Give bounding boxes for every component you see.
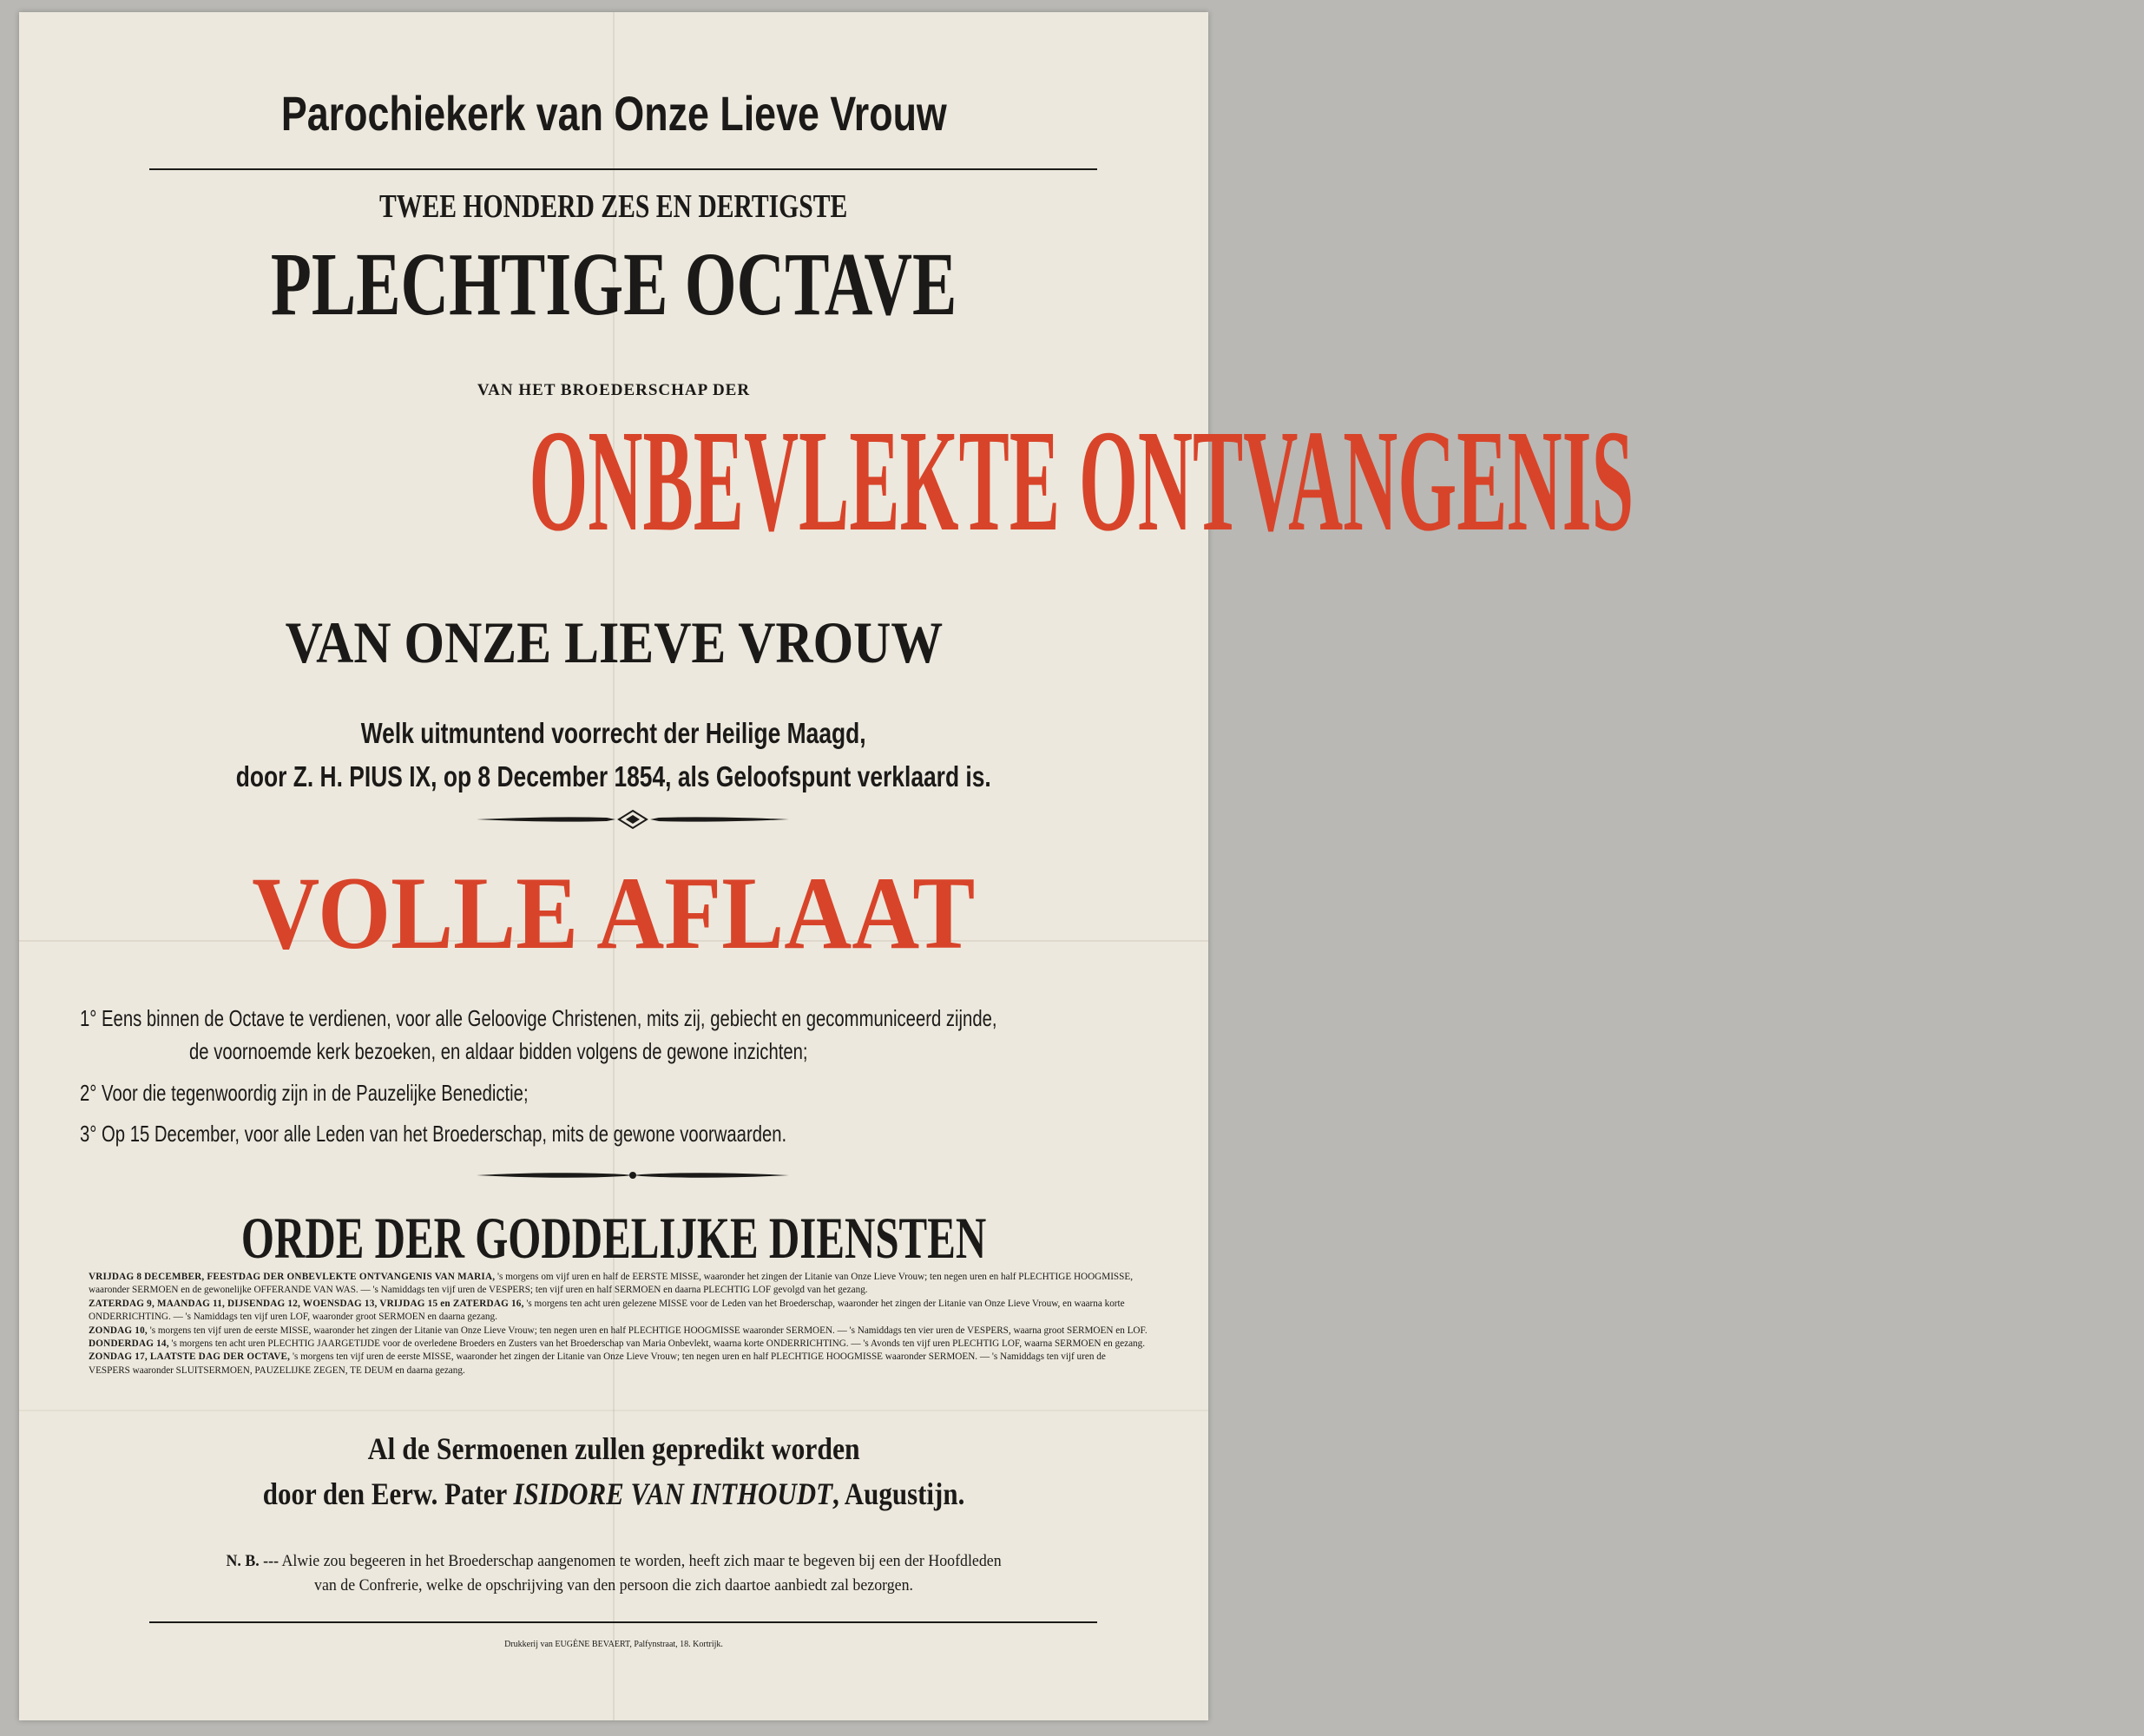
- description-row-2: [19, 760, 1208, 793]
- schedule-day: ZONDAG 10,: [89, 1325, 148, 1336]
- indulgence-item-2: [80, 1078, 1165, 1108]
- feast-row: [19, 400, 1634, 562]
- preacher-line-2-suffix: , Augustijn.: [832, 1476, 965, 1511]
- preacher-row-2: [19, 1476, 1208, 1512]
- schedule-entry: [89, 1351, 1148, 1378]
- description-row-1: [19, 717, 1208, 750]
- schedule-text: 's morgens ten acht uren PLECHTIG JAARGETIJDE voor de overledene Broeders en Zusters van het Broederschap van Maria Onbevlekt, waarna korte ONDERRICHTING. — 's Avonds ten vijf uren PLECHTIG LOF, waarna SERMOEN en gezang.: [171, 1338, 1146, 1350]
- schedule-day: ZONDAG 17, LAATSTE DAG DER OCTAVE,: [89, 1351, 291, 1363]
- indulgence-item-3-number: 3°: [80, 1121, 97, 1147]
- church-name: Parochiekerk van Onze Lieve Vrouw: [280, 86, 947, 141]
- indulgence-title-row: [19, 855, 1208, 970]
- note-line-2: van de Confrerie, welke de opschrijving van den persoon die zich daartoe aanbiedt zal bezorgen.: [314, 1576, 913, 1595]
- fold-line-lower: [19, 1410, 1208, 1411]
- brotherhood-row: [19, 381, 1208, 400]
- description-line-2: door Z. H. PIUS IX, op 8 December 1854, als Geloofspunt verklaard is.: [235, 760, 992, 792]
- indulgence-item-1-continuation-row: [189, 1036, 1274, 1066]
- preacher-line-1: Al de Sermoenen zullen gepredikt worden: [367, 1431, 860, 1466]
- indulgence-item-2-number: 2°: [80, 1080, 97, 1106]
- preacher-name: ISIDORE VAN INTHOUDT: [513, 1476, 832, 1511]
- schedule-text: 's morgens ten vijf uren de eerste MISSE, waaronder het zingen der Litanie van Onze Lieve Vrouw; ten negen uren en half PLECHTIGE HOOGMISSE waaronder SERMOEN. — 's Namiddags ten vier uren de VESPERS, waarna groot SERMOEN en LOF.: [149, 1325, 1148, 1336]
- footer-rule: [149, 1621, 1097, 1623]
- schedule-day: VRIJDAG 8 DECEMBER, FEESTDAG DER ONBEVLEKTE ONTVANGENIS VAN MARIA,: [89, 1272, 496, 1282]
- note-row-1: [71, 1552, 1156, 1571]
- indulgence-item-1-text: Eens binnen de Octave te verdienen, voor alle Geloovige Christenen, mits zij, gebiecht en gecommuniceerd zijnde,: [102, 1005, 997, 1031]
- subject-title: VAN ONZE LIEVE VROUW: [285, 609, 943, 675]
- feast-title: ONBEVLEKTE ONTVANGENIS: [529, 400, 1634, 562]
- preacher-row-1: [19, 1430, 1208, 1467]
- services-title-row: [19, 1205, 1208, 1271]
- indulgence-item-1: [80, 1003, 1165, 1033]
- description-line-1: Welk uitmuntend voorrecht der Heilige Maagd,: [361, 717, 866, 749]
- schedule-text: 's morgens om vijf uren en half de EERSTE MISSE, waaronder het zingen der Litanie van Onze Lieve Vrouw; ten negen uren en half PLECHTIGE HOOGMISSE, waaronder SERMOEN en de gewonelijke OFFERANDE VAN WAS. — 's Namiddags ten vijf uren de VESPERS; ten vijf uren en half SERMOEN en daarna PLECHTIG LOF gevolgd van het gezang.: [89, 1272, 1134, 1296]
- ordinal-row: [19, 187, 1208, 226]
- preacher-line-2-prefix: door den Eerw. Pater: [262, 1476, 507, 1511]
- indulgence-item-3-text: Op 15 December, voor alle Leden van het Broederschap, mits de gewone voorwaarden.: [102, 1121, 787, 1147]
- printer-row: [19, 1635, 1208, 1651]
- schedule-entry: [89, 1325, 1148, 1338]
- title-row: [19, 234, 1208, 334]
- note-line-1: Alwie zou begeeren in het Broederschap aangenomen te worden, heeft zich maar te begeven bij een der Hoofdleden: [281, 1552, 1002, 1570]
- note-label: N. B. ---: [226, 1552, 279, 1570]
- services-schedule: [89, 1271, 1148, 1378]
- ornament-divider-middle: [477, 1165, 789, 1186]
- indulgence-item-2-text: Voor die tegenwoordig zijn in de Pauzelijke Benedictie;: [102, 1080, 529, 1106]
- schedule-entry: [89, 1338, 1148, 1351]
- church-name-row: [19, 85, 1208, 141]
- schedule-entry: [89, 1271, 1148, 1298]
- brotherhood-line: VAN HET BROEDERSCHAP DER: [477, 381, 751, 399]
- schedule-day: DONDERDAG 14,: [89, 1338, 169, 1350]
- ordinal-line: TWEE HONDERD ZES EN DERTIGSTE: [379, 188, 848, 225]
- subject-row: [19, 609, 1208, 675]
- printer-imprint: Drukkerij van EUGÈNE BEVAERT, Palfynstraat, 18. Kortrijk.: [504, 1640, 723, 1649]
- octave-title: PLECHTIGE OCTAVE: [270, 234, 957, 334]
- indulgence-item-1-continuation: de voornoemde kerk bezoeken, en aldaar bidden volgens de gewone inzichten;: [189, 1038, 808, 1064]
- header-rule: [149, 168, 1097, 170]
- schedule-day: ZATERDAG 9, MAANDAG 11, DIJSENDAG 12, WOENSDAG 13, VRIJDAG 15 en ZATERDAG 16,: [89, 1298, 524, 1309]
- poster-sheet: [19, 12, 1634, 1720]
- indulgence-title: VOLLE AFLAAT: [252, 855, 976, 970]
- schedule-text: 's morgens ten acht uren gelezene MISSE voor de Leden van het Broederschap, waaronder het zingen der Litanie van Onze Lieve Vrouw, en waarna korte ONDERRICHTING. — 's Namiddags ten vijf uren LOF, waaronder groot SERMOEN en daarna gezang.: [89, 1298, 1125, 1323]
- services-title: ORDE DER GODDELIJKE DIENSTEN: [240, 1205, 987, 1271]
- indulgence-item-1-number: 1°: [80, 1005, 97, 1031]
- indulgence-item-3: [80, 1119, 1165, 1148]
- note-row-2: [19, 1576, 1208, 1595]
- ornament-divider-top: [477, 809, 789, 830]
- schedule-entry: [89, 1298, 1148, 1325]
- schedule-text: 's morgens ten vijf uren de eerste MISSE, waaronder het zingen der Litanie van Onze Lieve Vrouw; ten negen uren en half PLECHTIGE HOOGMISSE waaronder SERMOEN. — 's Namiddags ten vijf uren de VESPERS waaronder SLUITSERMOEN, PAUZELIJKE ZEGEN, TE DEUM en daarna gezang.: [89, 1351, 1106, 1376]
